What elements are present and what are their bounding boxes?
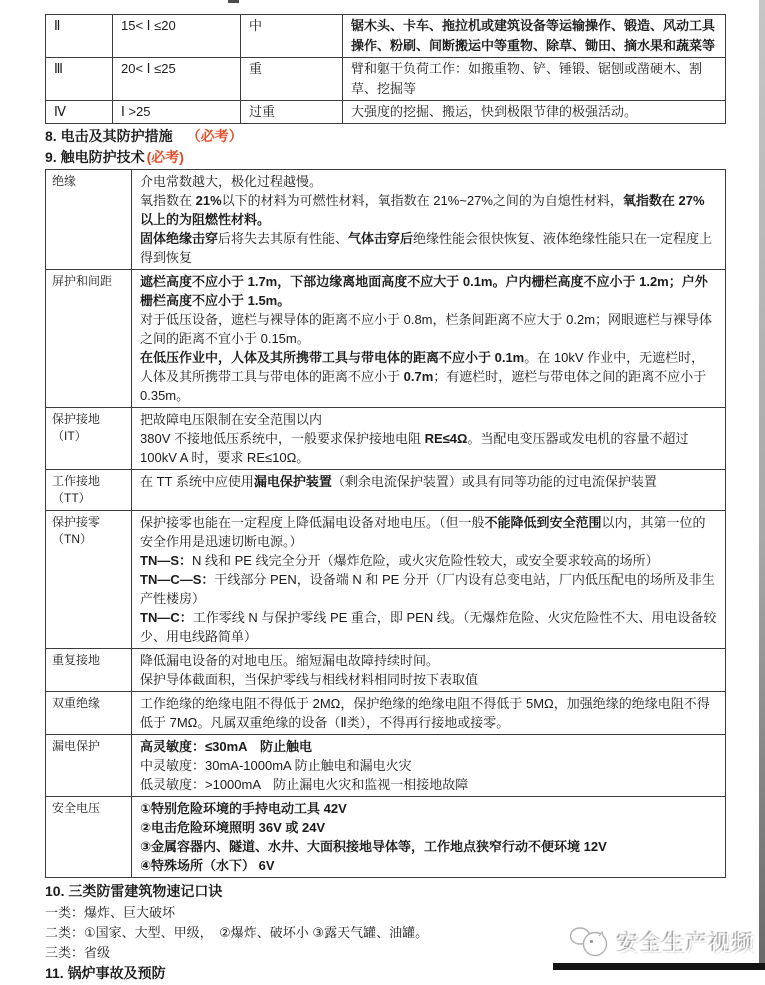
row-content-cell [132,511,726,649]
text-segment: 不能降低到安全范围 [484,515,602,530]
text-segment: 介电常数越大，极化过程越慢。 [140,174,323,189]
text-segment: 保护接零也能在一定程度上降低漏电设备对地电压。（但一般 [140,515,485,530]
content-line [140,310,717,348]
text-segment: 后将失去其原有性能、 [218,231,349,246]
grade-cell: Ⅳ [46,101,113,124]
text-segment: 把故障电压限制在安全范围以内 [140,412,323,427]
row-label-cell: 安全电压 [46,797,132,878]
table-row [46,101,726,124]
content-line [140,229,717,267]
text-segment: 。在 10kV 作业中，无遮栏时，人体及其所携带工具与带电体的距离不应小于 [140,350,705,384]
chat-bubbles-mascot-icon [568,926,610,958]
section-heading-9 [45,149,726,166]
content-line [140,191,717,229]
content-line [140,670,717,689]
table-row [46,408,726,470]
table-row [46,692,726,735]
row-label-cell: 保护接零（TN） [46,511,132,649]
content-line [140,429,717,467]
cut-off-text-fragment [228,0,239,3]
content-line [140,737,717,756]
text-segment: 保护导体截面积，当保护零线与相线材料相同时按下表取值 [140,672,479,687]
table-row [46,15,726,58]
document-content [45,14,726,985]
table-row [46,470,726,511]
section-11-title: 11. 锅炉事故及预防 [45,965,166,981]
row-content-cell [132,270,726,408]
text-segment: （剩余电流保护装置）或具有同等功能的过电流保护装置 [331,474,657,489]
list-item: 一类：爆炸、巨大破坏 [45,905,176,920]
content-line [140,651,717,670]
table-row [46,58,726,101]
content-line [140,799,717,818]
row-content-cell [132,692,726,735]
section-heading-10 [45,883,726,900]
row-content-cell [132,170,726,270]
grade-cell: Ⅱ [46,15,113,58]
content-line [140,472,717,491]
grade-cell: Ⅲ [46,58,113,101]
text-segment: 固体绝缘击穿 [140,231,219,246]
text-segment: 漏电保护装置 [253,474,332,489]
content-line [140,694,717,732]
text-segment: TN—C： [140,610,193,625]
text-segment: ；有遮栏时，遮栏与带电体之间的距离不应小于 0.35m。 [140,369,707,403]
text-segment: ②电击危险环境照明 36V 或 24V [140,820,326,835]
content-line [140,775,717,794]
text-segment: 在 TT 系统中应使用 [140,474,254,489]
shock-protection-table [45,169,726,878]
description-cell: 锯木头、卡车、拖拉机或建筑设备等运输操作、锻造、风动工具操作、粉刷、间断搬运中等重物、除草、锄田、摘水果和蔬菜等 [343,15,726,58]
row-content-cell [132,649,726,692]
text-segment: 0.7m [403,369,434,384]
row-label-cell: 工作接地（TT） [46,470,132,511]
text-segment: 绝缘性能会很快恢复、液体绝缘性能只在一定程度上得到恢复 [140,231,713,265]
text-segment: ①特别危险环境的手持电动工具 42V [140,801,347,816]
level-cell: 中 [241,15,343,58]
section-10-title: 10. 三类防雷建筑物速记口诀 [45,883,223,899]
content-line [140,856,717,875]
row-label-cell: 屏护和间距 [46,270,132,408]
text-segment: RE≤4Ω [424,431,468,446]
mandatory-exam-tag: (必考) [146,149,184,165]
row-label-cell: 重复接地 [46,649,132,692]
text-segment: 工作零线 N 与保护零线 PE 重合，即 PEN 线。（无爆炸危险、火灾危险性不大、用电设备较少、用电线路简单） [140,610,717,644]
table-row [46,170,726,270]
text-segment: 氧指数在 27%以上的为阻燃性材料。 [140,193,705,227]
bottom-right-black-strip [553,963,765,970]
text-segment: TN—C—S： [140,572,215,587]
text-segment: 高灵敏度：≤30mA 防止触电 [140,739,313,754]
content-line [140,172,717,191]
text-segment: 降低漏电设备的对地电压。缩短漏电故障持续时间。 [140,653,440,668]
text-segment: 对于低压设备，遮栏与裸导体的距离不应小于 0.8m，栏条间距离不应大于 0.2m；网眼遮栏与裸导体之间的距离不宜小于 0.15m。 [140,312,713,346]
watermark-text: 安全生产视频 [616,930,755,956]
text-segment: 气体击穿后 [348,231,414,246]
section-9-title: 9. 触电防护技术 [45,149,145,165]
text-segment: 以内，其第一位的安全作用是迅速切断电源。） [140,515,706,549]
row-label-cell: 绝缘 [46,170,132,270]
list-item: 三类：省级 [45,945,111,960]
content-line [140,551,717,570]
content-line [140,756,717,775]
text-segment: 以下的材料为可燃性材料，氧指数在 21%~27%之间的为自熄性材料， [221,193,623,208]
text-segment: 在低压作业中，人体及其所携带工具与带电体的距离不应小于 0.1m [140,350,525,365]
description-cell: 臂和躯干负荷工作：如搬重物、铲、锤锻、锯刨或凿硬木、割草、挖掘等 [343,58,726,101]
text-segment: ③金属容器内、隧道、水井、大面积接地导体等，工作地点狭窄行动不便环境 12V [140,839,607,854]
table-row [46,270,726,408]
text-segment: 380V 不接地低压系统中，一般要求保护接地电阻 [140,431,425,446]
level-cell: 过重 [241,101,343,124]
workload-intensity-table [45,14,726,124]
table-row [46,511,726,649]
table-row [46,735,726,797]
content-line [140,837,717,856]
text-segment: 遮栏高度不应小于 1.7m，下部边缘离地面高度不应大于 0.1m。户内栅栏高度不应小于 1.2m；户外栅栏高度不应小于 1.5m。 [140,274,708,308]
protection-table-body [46,170,726,878]
mandatory-exam-tag: （必考） [186,128,243,144]
content-line [140,818,717,837]
content-line [140,570,717,608]
row-label-cell: 保护接地（IT） [46,408,132,470]
description-cell: 大强度的挖掘、搬运，快到极限节律的极强活动。 [343,101,726,124]
content-line [140,348,717,405]
section-8-title: 8. 电击及其防护措施 [45,128,173,144]
text-segment: 氧指数在 [140,193,196,208]
page-right-edge-line [759,0,765,970]
text-segment: 。当配电变压器或发电机的容量不超过 100kV A 时，要求 RE≤10Ω。 [140,431,689,465]
row-label-cell: 双重绝缘 [46,692,132,735]
row-label-cell: 漏电保护 [46,735,132,797]
content-line [140,513,717,551]
table-row [46,797,726,878]
row-content-cell [132,408,726,470]
table-row [46,649,726,692]
content-line [140,608,717,646]
text-segment: TN—S： [140,553,193,568]
text-segment: N 线和 PE 线完全分开（爆炸危险，或火灾危险性较大，或安全要求较高的场所） [192,553,659,568]
text-segment: 干线部分 PEN，设备端 N 和 PE 分开（厂内设有总变电站，厂内低压配电的场所及非生产性楼房） [140,572,715,606]
range-cell: 20< Ⅰ ≤25 [113,58,241,101]
row-content-cell [132,797,726,878]
content-line [140,272,717,310]
row-content-cell [132,470,726,511]
list-item: 二类：①国家、大型、甲级， ②爆炸、破坏小 ③露天气罐、油罐。 [45,925,429,940]
level-cell: 重 [241,58,343,101]
video-watermark [568,926,755,958]
text-segment: 中灵敏度：30mA-1000mA 防止触电和漏电火灾 [140,758,412,773]
workload-table-body [46,15,726,124]
content-line [140,410,717,429]
row-content-cell [132,735,726,797]
text-segment: 工作绝缘的绝缘电阻不得低于 2MΩ，保护绝缘的绝缘电阻不得低于 5MΩ，加强绝缘的绝缘电阻不得低于 7MΩ。凡属双重绝缘的设备（Ⅱ类），不得再行接地或接零。 [140,696,710,730]
section-heading-8 [45,128,726,145]
range-cell: Ⅰ >25 [113,101,241,124]
text-segment: 低灵敏度：>1000mA 防止漏电火灾和监视一相接地故障 [140,777,469,792]
text-segment: 21% [195,193,222,208]
text-segment: ④特殊场所（水下） 6V [140,858,275,873]
range-cell: 15< Ⅰ ≤20 [113,15,241,58]
